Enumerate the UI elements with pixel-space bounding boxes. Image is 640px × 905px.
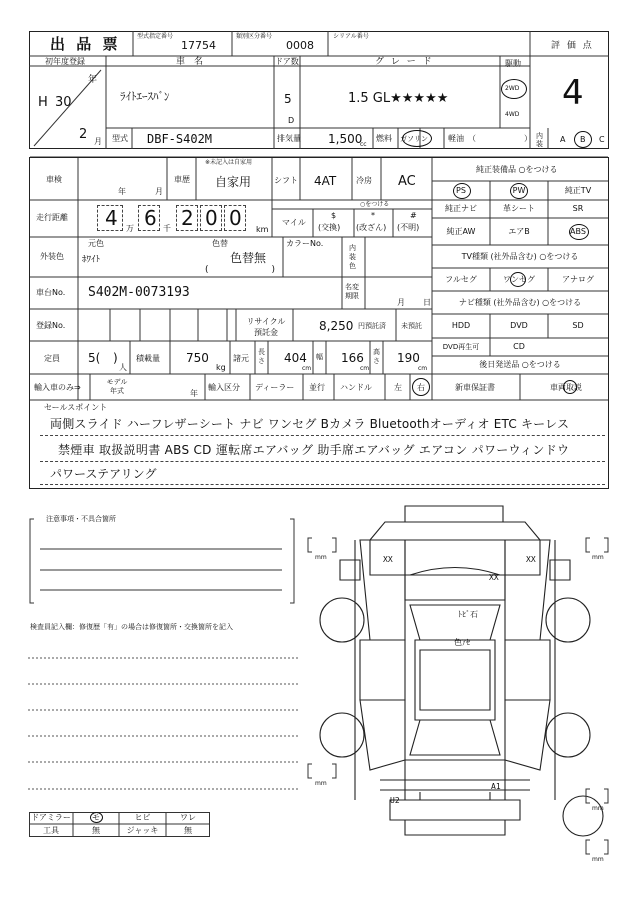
inspection-year-unit: 年 bbox=[118, 187, 126, 196]
name-change-month: 月 bbox=[397, 298, 405, 307]
doors-suffix: D bbox=[288, 116, 295, 125]
meter-star-sub: (改ざん) bbox=[356, 223, 387, 232]
interior-grade-b: B bbox=[580, 135, 586, 144]
capacity-unit: 人 bbox=[119, 363, 127, 372]
color-paren: ( ) bbox=[205, 265, 276, 275]
doors-value: 5 bbox=[284, 92, 292, 106]
shift-label: シフト bbox=[274, 176, 298, 185]
import-label: 輸入車のみ⇒ bbox=[34, 383, 81, 392]
first-reg-era: H bbox=[38, 95, 48, 110]
jack-label: ジャッキ bbox=[126, 825, 159, 835]
color-change-value: 色替無 bbox=[230, 251, 267, 265]
displacement-unit: cc bbox=[360, 141, 367, 148]
sales-line-3: パワーステアリング bbox=[50, 467, 157, 481]
interior-grade-c: C bbox=[599, 135, 605, 144]
mileage-digit-4: 0 bbox=[205, 206, 218, 230]
length-label: 長さ bbox=[258, 348, 265, 365]
sales-line-2: 禁煙車 取扱説明書 ABS CD 運転席エアバッグ 助手席エアバッグ エアコン パワーウィンドウ bbox=[58, 443, 570, 457]
cd-label: CD bbox=[513, 342, 525, 351]
tv-oneseg: ワンセグ bbox=[503, 274, 535, 284]
ac-value: AC bbox=[398, 174, 416, 189]
vehicle-name-label: 車 名 bbox=[176, 57, 204, 67]
dvd-playback: DVD再生可 bbox=[442, 342, 480, 351]
navi-sd: SD bbox=[572, 321, 584, 330]
mileage-sen: 千 bbox=[163, 224, 171, 233]
displacement-value: 1,500 bbox=[328, 132, 363, 146]
mileage-km: km bbox=[256, 225, 269, 234]
color-no-label: カラーNo. bbox=[286, 239, 324, 248]
mileage-digit-2: 6 bbox=[144, 206, 157, 230]
sales-line-1: 両側スライド ハーフレザーシート ナビ ワンセグ Bカメラ Bluetoothオーディオ ETC キーレス bbox=[50, 417, 570, 431]
month-unit: 月 bbox=[94, 137, 102, 146]
inspection-month-unit: 月 bbox=[155, 187, 163, 196]
new-car-warranty: 新車保証書 bbox=[455, 383, 495, 392]
equip-genuine-navi: 純正ナビ bbox=[445, 204, 477, 213]
mileage-digit-1: 4 bbox=[105, 206, 118, 230]
damage-mark-a1: A1 bbox=[491, 782, 501, 791]
equip-leather: 革シート bbox=[503, 204, 535, 213]
fuel-paren: （ ） bbox=[468, 134, 532, 143]
length-unit: cm bbox=[302, 365, 312, 372]
color-orig-label: 元色 bbox=[88, 239, 104, 248]
mm-label-1: mm bbox=[315, 554, 327, 561]
meter-dollar-sub: (交換) bbox=[318, 223, 341, 232]
capacity-value: 5( bbox=[88, 351, 101, 365]
drive-label: 駆動 bbox=[505, 59, 521, 68]
name-change-day: 日 bbox=[423, 298, 431, 307]
recycle-unpaid: 未預託 bbox=[401, 322, 422, 330]
interior-label: 内装 bbox=[536, 132, 543, 148]
year-unit: 年 bbox=[88, 75, 98, 85]
equip-pw: PW bbox=[512, 185, 526, 195]
interior-color-label: 内装色 bbox=[349, 244, 356, 270]
damage-mark-u2: U2 bbox=[390, 796, 400, 805]
fuel-gasoline: ガソリン bbox=[400, 135, 428, 143]
ship-title: 後日発送品 ○をつける bbox=[479, 360, 561, 369]
equip-airbag: エアB bbox=[508, 226, 530, 236]
mirror-crack: ヒビ bbox=[134, 813, 151, 822]
vehicle-name: ﾗｲﾄｴｰｽﾊﾞﾝ bbox=[120, 90, 170, 103]
category-value: 0008 bbox=[286, 39, 314, 52]
import-type-label: 輸入区分 bbox=[208, 383, 240, 392]
model-designation-label: 型式指定番号 bbox=[137, 33, 174, 40]
dims-label: 諸元 bbox=[233, 354, 249, 363]
navi-hdd: HDD bbox=[451, 321, 471, 330]
color-orig-value: ﾎﾜｲﾄ bbox=[82, 255, 101, 265]
door-mirror-label: ドアミラー bbox=[31, 813, 71, 822]
capacity-label: 定員 bbox=[44, 354, 60, 363]
equip-genuine-tv: 純正TV bbox=[564, 185, 592, 195]
load-label: 積載量 bbox=[136, 354, 160, 363]
mileage-digit-3: 2 bbox=[181, 206, 194, 230]
meter-circle-hint: ○をつける bbox=[360, 201, 390, 208]
height-unit: cm bbox=[418, 365, 428, 372]
handle-label: ハンドル bbox=[340, 383, 372, 392]
serial-label: シリアル番号 bbox=[333, 33, 369, 40]
width-label: 幅 bbox=[316, 353, 323, 361]
sales-label: セールスポイント bbox=[44, 403, 108, 412]
first-reg-month: 2 bbox=[79, 127, 88, 142]
damage-mark-xx-3: XX bbox=[489, 573, 499, 582]
mirror-break: ワレ bbox=[180, 813, 196, 822]
recycle-label: リサイクル預託金 bbox=[246, 317, 286, 337]
type-value: DBF-S402M bbox=[147, 132, 213, 146]
navi-dvd: DVD bbox=[510, 321, 528, 330]
damage-mark-fade: 色ｱｾ bbox=[454, 638, 470, 647]
chassis-label: 車台No. bbox=[36, 288, 66, 297]
category-label: 類別区分番号 bbox=[236, 33, 273, 40]
displacement-label: 排気量 bbox=[277, 134, 301, 143]
history-value: 自家用 bbox=[215, 175, 252, 189]
tv-title: TV種類 (社外品含む) ○をつける bbox=[461, 251, 579, 261]
recycle-value: 8,250 bbox=[319, 319, 354, 333]
load-unit: kg bbox=[216, 363, 226, 372]
model-year-unit: 年 bbox=[190, 389, 198, 398]
tv-fullseg: フルセグ bbox=[445, 274, 477, 284]
equip-sr: SR bbox=[572, 204, 584, 213]
mm-label-5: mm bbox=[592, 856, 604, 863]
capacity-close: ) bbox=[113, 351, 118, 365]
mm-label-4: mm bbox=[592, 805, 604, 812]
first-reg-label: 初年度登録 bbox=[45, 57, 85, 66]
damage-mark-xx-2: XX bbox=[526, 555, 536, 564]
inspection-label: 車検 bbox=[46, 175, 62, 184]
drive-2wd: 2WD bbox=[505, 85, 520, 92]
dealer-option: ディーラー bbox=[255, 383, 295, 392]
equip-genuine-aw: 純正AW bbox=[446, 226, 476, 236]
caution-label: 注意事項・不具合箇所 bbox=[46, 515, 116, 523]
height-label: 高さ bbox=[373, 348, 380, 365]
mm-label-2: mm bbox=[592, 554, 604, 561]
damage-mark-chip: ﾄﾋﾞ石 bbox=[458, 610, 478, 619]
width-unit: cm bbox=[360, 365, 370, 372]
history-note: ※未記入は自家用 bbox=[205, 159, 253, 166]
first-reg-year: 30 bbox=[55, 95, 72, 110]
parallel-option: 並行 bbox=[309, 383, 325, 392]
mileage-label: 走行距離 bbox=[36, 213, 68, 222]
drive-4wd: 4WD bbox=[505, 111, 520, 118]
height-value: 190 bbox=[397, 351, 420, 365]
type-label: 型式 bbox=[112, 134, 128, 143]
fuel-diesel: 軽油 bbox=[448, 134, 464, 143]
meter-hash-sub: (不明) bbox=[397, 223, 420, 232]
inspector-label: 検査員記入欄：修復歴「有」の場合は修復箇所・交換箇所を記入 bbox=[30, 623, 233, 631]
meter-dollar: $ bbox=[331, 211, 337, 220]
damage-mark-xx-1: XX bbox=[383, 555, 393, 564]
reg-no-label: 登録No. bbox=[36, 321, 66, 330]
model-year-label: モデル年式 bbox=[106, 378, 128, 395]
load-value: 750 bbox=[186, 351, 209, 365]
equip-abs: ABS bbox=[570, 226, 586, 236]
ac-label: 冷房 bbox=[356, 176, 372, 185]
fuel-label: 燃料 bbox=[376, 134, 392, 143]
tv-analog: アナログ bbox=[562, 274, 594, 284]
navi-title: ナビ種類 (社外品含む) ○をつける bbox=[458, 297, 582, 307]
shift-value: 4AT bbox=[314, 174, 337, 188]
doors-label: ドア数 bbox=[275, 57, 299, 66]
genuine-title: 純正装備品 ○をつける bbox=[476, 165, 558, 174]
color-label: 外装色 bbox=[40, 252, 64, 261]
history-label: 車歴 bbox=[174, 175, 190, 184]
mileage-man: 万 bbox=[126, 224, 134, 233]
meter-hash: # bbox=[410, 211, 417, 220]
tool-none: 無 bbox=[92, 825, 100, 835]
meter-star: * bbox=[371, 211, 375, 220]
mm-label-3: mm bbox=[315, 780, 327, 787]
mirror-motor: モ bbox=[92, 813, 100, 822]
width-value: 166 bbox=[341, 351, 364, 365]
recycle-paid: 円預託済 bbox=[358, 322, 386, 330]
handle-left: 左 bbox=[394, 383, 402, 392]
interior-grade-a: A bbox=[560, 135, 566, 144]
model-designation-value: 17754 bbox=[181, 39, 216, 52]
vehicle-manual: 車両取説 bbox=[550, 383, 582, 392]
grade-label: グ レ ー ド bbox=[375, 57, 434, 67]
length-value: 404 bbox=[284, 351, 307, 365]
handle-right: 右 bbox=[417, 383, 425, 392]
grade-value: 1.5 GL★★★★★ bbox=[348, 91, 449, 106]
color-change-label: 色替 bbox=[212, 239, 228, 248]
jack-none: 無 bbox=[184, 825, 192, 835]
mileage-digit-5: 0 bbox=[229, 206, 242, 230]
equip-ps: PS bbox=[456, 185, 466, 195]
mirror-motor-circle bbox=[90, 812, 103, 823]
chassis-value: S402M-0073193 bbox=[88, 285, 190, 300]
score-value: 4 bbox=[562, 73, 584, 113]
score-label: 評 価 点 bbox=[551, 41, 594, 51]
mile-label: マイル bbox=[282, 218, 306, 227]
tool-label: 工具 bbox=[43, 825, 59, 835]
name-change-label: 名変期限 bbox=[345, 283, 359, 300]
form-title: 出 品 票 bbox=[50, 35, 121, 53]
